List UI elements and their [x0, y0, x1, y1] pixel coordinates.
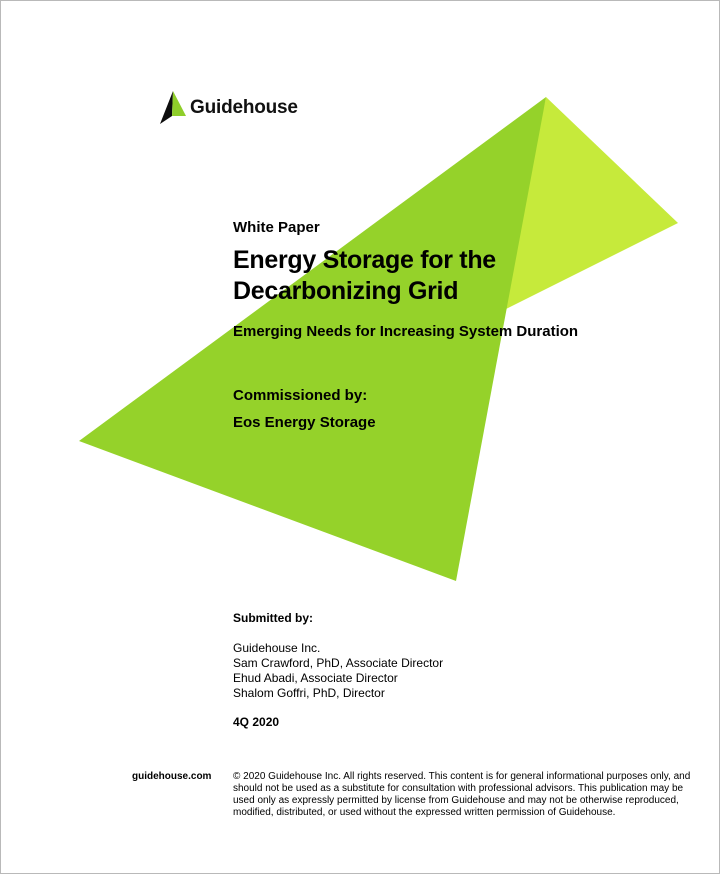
page-subtitle: Emerging Needs for Increasing System Duration: [233, 323, 579, 340]
author-list: [233, 641, 443, 701]
green-triangle-graphic: [1, 1, 719, 873]
document-type: White Paper: [233, 219, 320, 236]
author-item: Ehud Abadi, Associate Director: [233, 671, 398, 685]
author-item: Guidehouse Inc.: [233, 641, 321, 655]
website-link[interactable]: guidehouse.com: [132, 771, 212, 782]
publication-date: 4Q 2020: [233, 715, 280, 729]
commissioned-org: Eos Energy Storage: [233, 414, 376, 431]
title-line-1: Energy Storage for the: [233, 246, 496, 274]
author-item: Sam Crawford, PhD, Associate Director: [233, 656, 444, 670]
guidehouse-logo-mark-icon: [160, 91, 188, 125]
copyright-notice: © 2020 Guidehouse Inc. All rights reserved. This content is for general informational purposes only, and should not be used as a substitute for consultation with professional advisors. This publication may be used only as expressly permitted by license from Guidehouse and may not be otherwise reproduced, modified, distributed, or used without the expressed written permission of Guidehouse.: [233, 771, 691, 818]
brand-name: Guidehouse: [190, 97, 298, 118]
title-line-2: Decarbonizing Grid: [233, 277, 459, 305]
guidehouse-logo: [160, 91, 298, 125]
author-item: Shalom Goffri, PhD, Director: [233, 686, 385, 700]
page-title: [233, 245, 496, 307]
commissioned-label: Commissioned by:: [233, 387, 368, 404]
submitted-label: Submitted by:: [233, 611, 313, 625]
